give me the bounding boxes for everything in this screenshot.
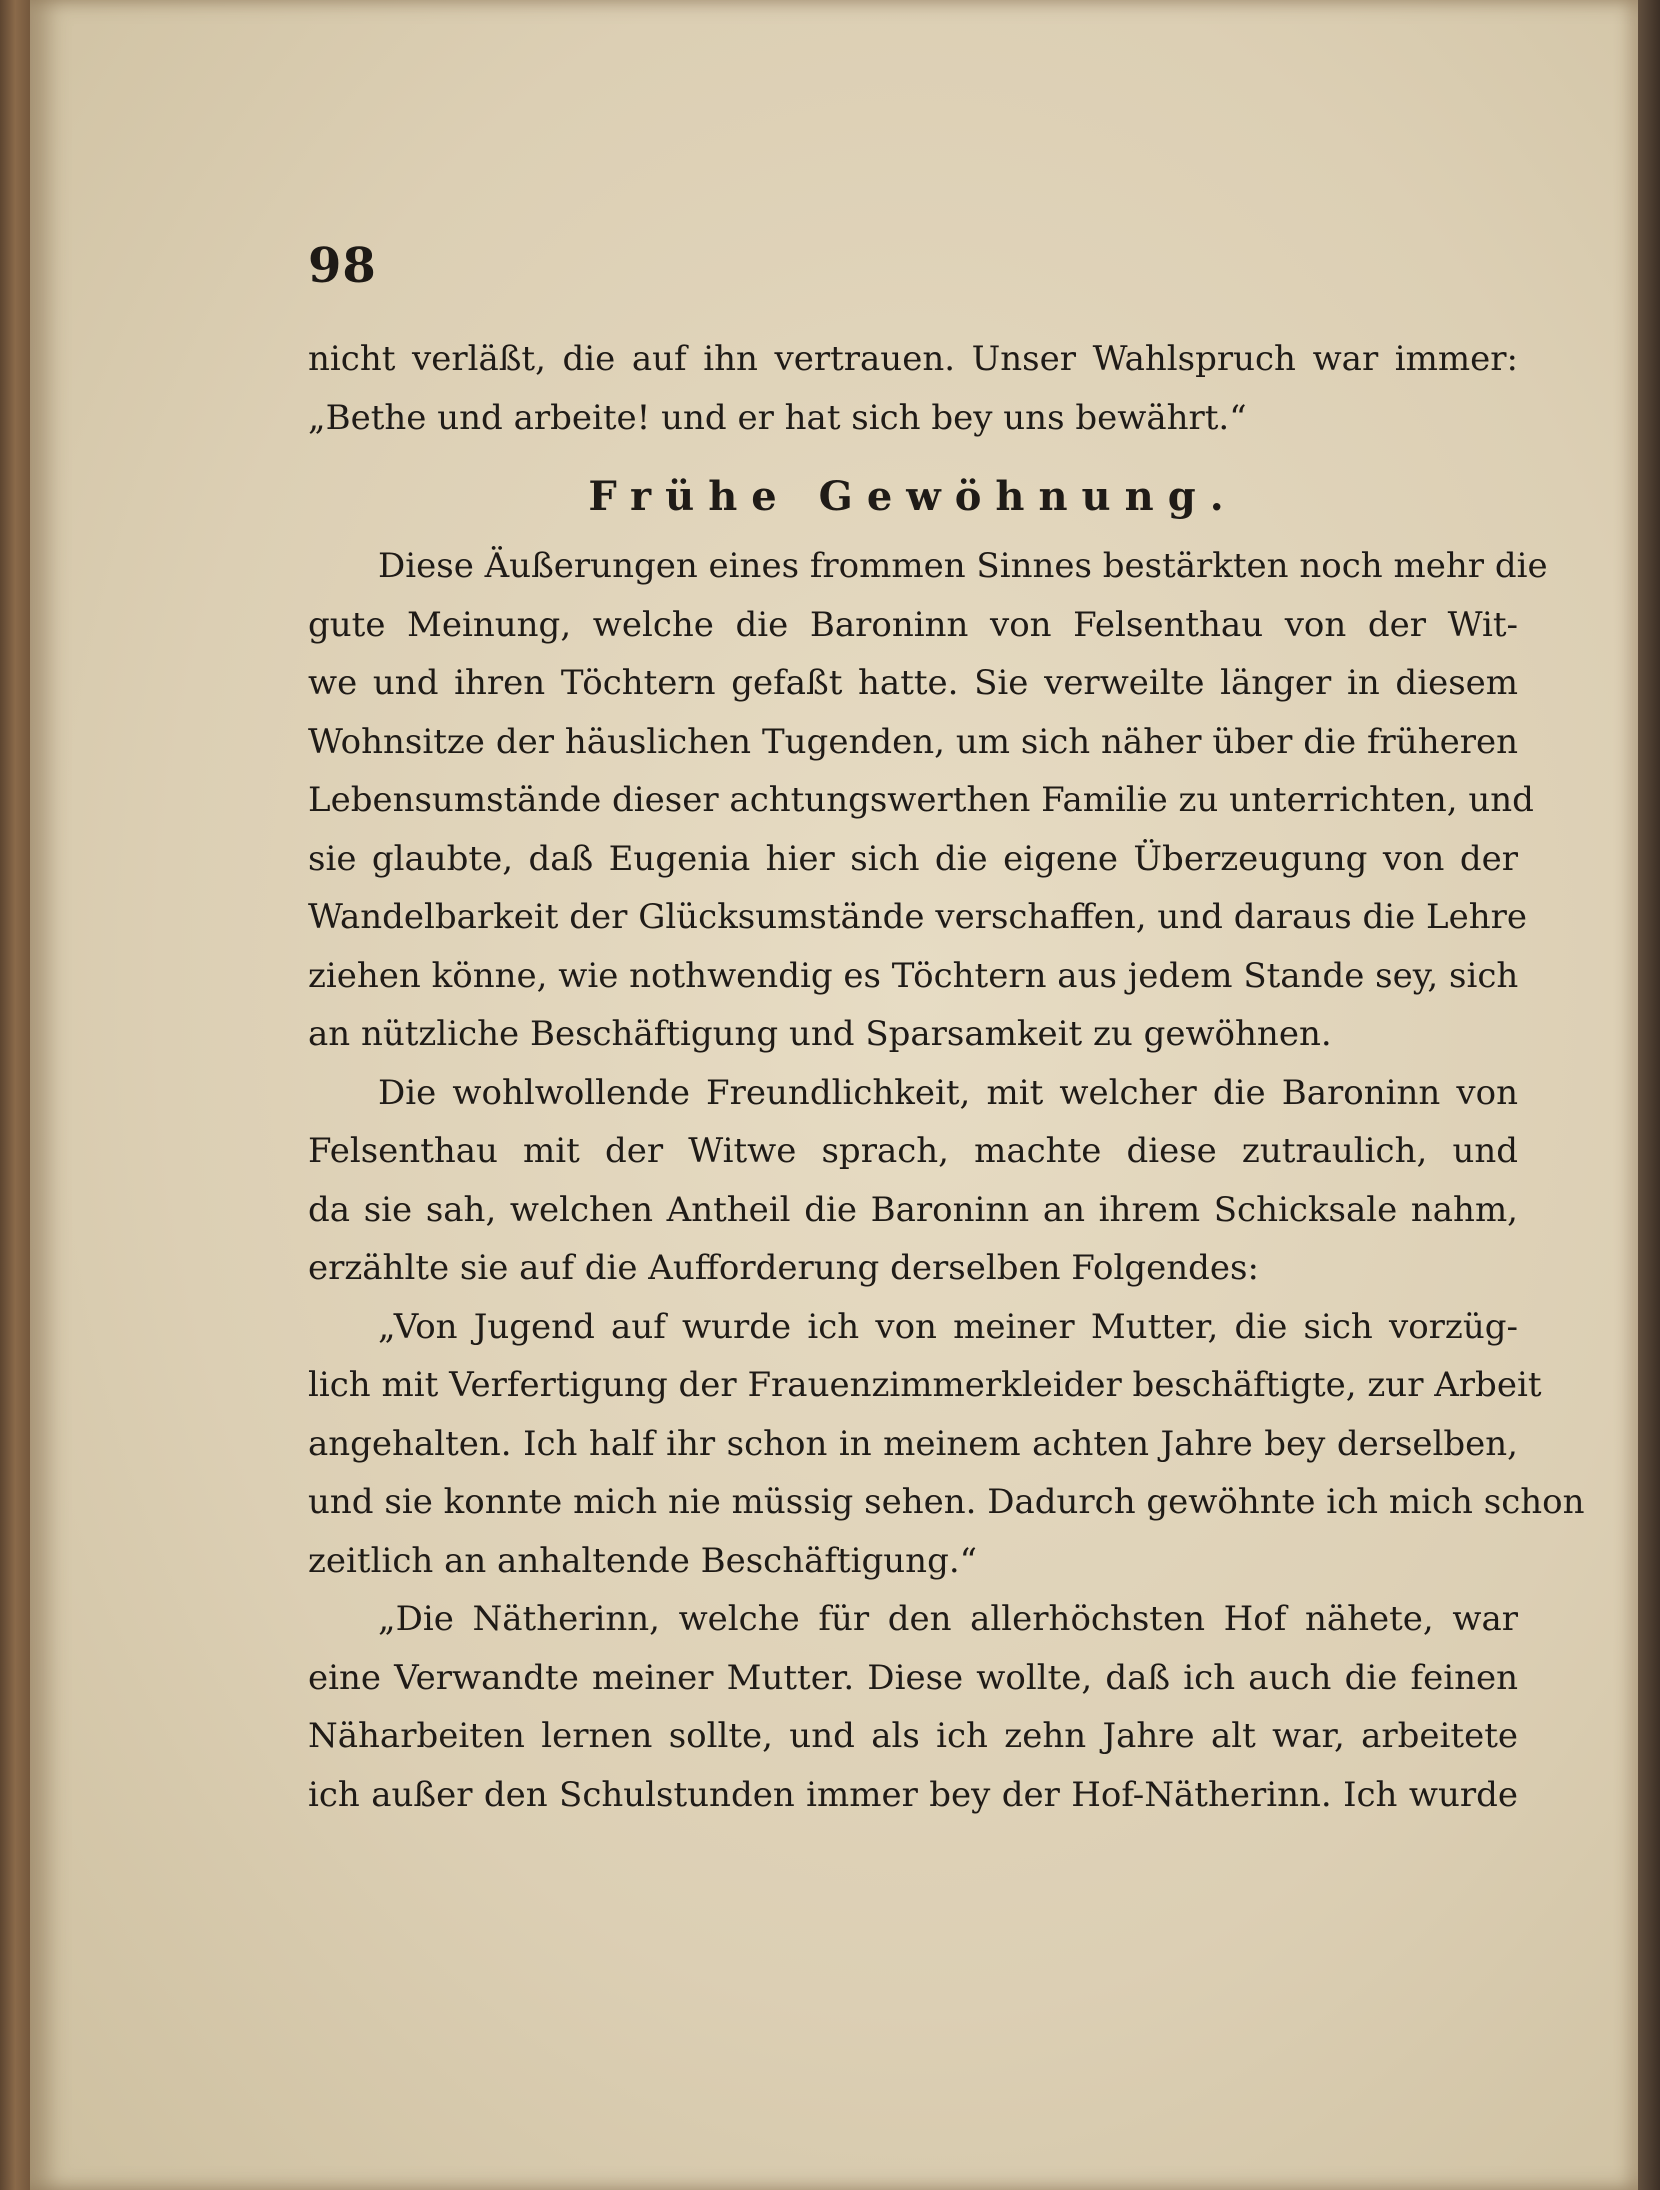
text-line: Wandelbarkeit der Glücksumstände verschaffen, und daraus die Lehre — [308, 897, 1528, 937]
text-line: gute Meinung, welche die Baroninn von Felsenthau von der Wit- — [308, 604, 1518, 645]
text-line: Wohnsitze der häuslichen Tugenden, um sich näher über die früheren — [308, 721, 1518, 762]
text-line: eine Verwandte meiner Mutter. Diese wollte, daß ich auch die feinen — [308, 1657, 1518, 1698]
text-line: da sie sah, welchen Antheil die Baroninn an ihrem Schicksale nahm, — [308, 1189, 1518, 1230]
text-line: erzählte sie auf die Aufforderung derselben Folgendes: — [308, 1248, 1259, 1288]
text-block — [308, 330, 1585, 1824]
text-line: Lebensumstände dieser achtungswerthen Familie zu unterrichten, und — [308, 780, 1534, 820]
text-line: Felsenthau mit der Witwe sprach, machte diese zutraulich, und — [308, 1131, 1518, 1171]
text-line: Diese Äußerungen eines frommen Sinnes bestärkten noch mehr die — [378, 546, 1548, 586]
text-line: nicht verläßt, die auf ihn vertrauen. Unser Wahlspruch war immer: — [308, 339, 1518, 379]
text-line: „Die Nätherinn, welche für den allerhöchsten Hof nähete, war — [378, 1599, 1518, 1639]
book-page — [30, 0, 1638, 2190]
text-line: Die wohlwollende Freundlichkeit, mit welcher die Baroninn von — [378, 1072, 1518, 1113]
text-line: und sie konnte mich nie müssig sehen. Dadurch gewöhnte ich mich schon — [308, 1482, 1585, 1522]
section-heading: Frühe Gewöhnung. — [588, 473, 1238, 520]
text-line: an nützliche Beschäftigung und Sparsamkeit zu gewöhnen. — [308, 1014, 1332, 1054]
book-spine-edge — [0, 0, 34, 2190]
text-line: sie glaubte, daß Eugenia hier sich die eigene Überzeugung von der — [308, 838, 1518, 879]
page-number: 98 — [308, 238, 377, 294]
text-line: Näharbeiten lernen sollte, und als ich zehn Jahre alt war, arbeitete — [308, 1716, 1518, 1756]
text-line: ziehen könne, wie nothwendig es Töchtern aus jedem Stande sey, sich — [308, 955, 1519, 996]
text-line: angehalten. Ich half ihr schon in meinem achten Jahre bey derselben, — [308, 1423, 1518, 1464]
text-line: we und ihren Töchtern gefaßt hatte. Sie verweilte länger in diesem — [308, 663, 1518, 703]
text-line: lich mit Verfertigung der Frauenzimmerkleider beschäftigte, zur Arbeit — [308, 1365, 1542, 1405]
text-line: „Bethe und arbeite! und er hat sich bey uns bewährt.“ — [308, 397, 1247, 438]
text-line: ich außer den Schulstunden immer bey der Hof-Nätherinn. Ich wurde — [308, 1774, 1518, 1815]
text-line: „Von Jugend auf wurde ich von meiner Mutter, die sich vorzüg- — [378, 1306, 1518, 1347]
text-line: zeitlich an anhaltende Beschäftigung.“ — [308, 1540, 978, 1581]
